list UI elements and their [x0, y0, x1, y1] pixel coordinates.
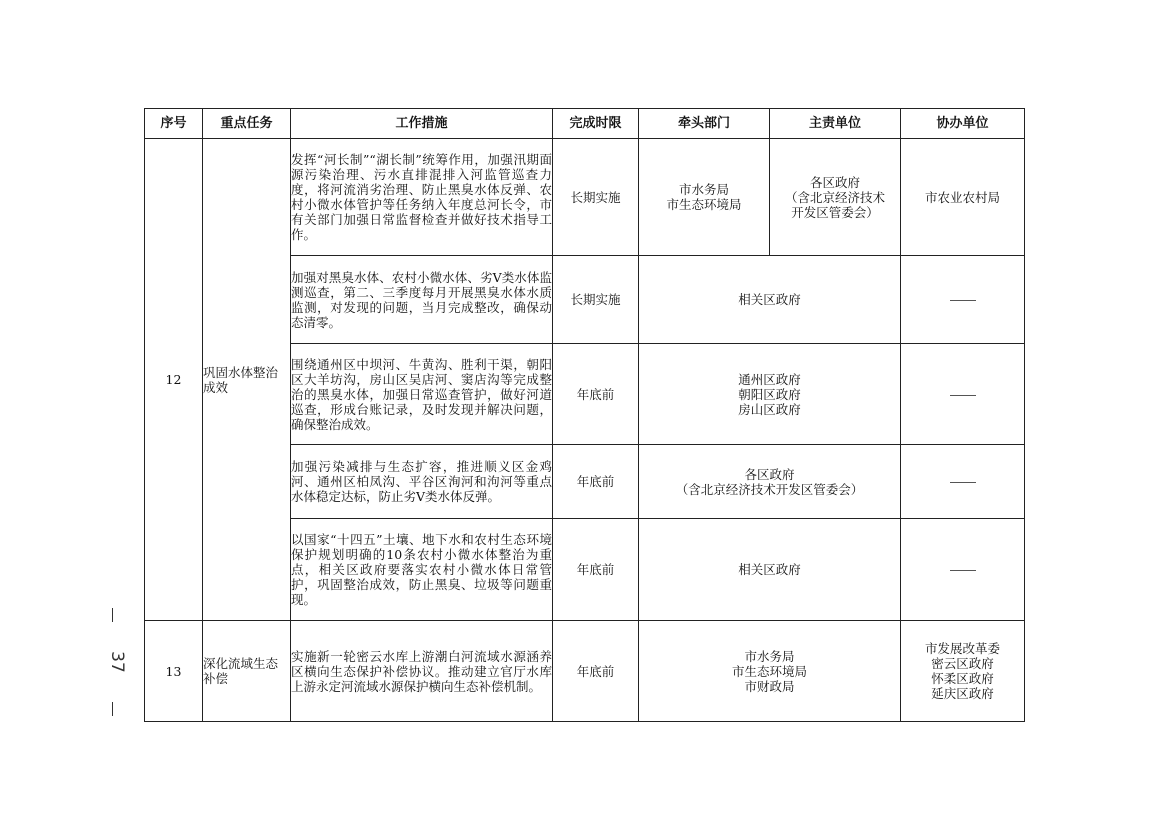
- responsible-cell: 各区政府 （含北京经济技术 开发区管委会）: [770, 139, 901, 256]
- page-number: [104, 600, 132, 724]
- header-seq: 序号: [145, 109, 203, 139]
- lead-responsible-cell: 市水务局 市生态环境局 市财政局: [639, 621, 901, 722]
- dash-mark: [950, 300, 976, 301]
- assist-cell: 市发展改革委 密云区政府 怀柔区政府 延庆区政府: [901, 621, 1025, 722]
- assist-cell: [901, 256, 1025, 344]
- seq-cell: 12: [145, 139, 203, 621]
- lead-cell: 市水务局 市生态环境局: [639, 139, 770, 256]
- measure-cell: 以国家“十四五”土壤、地下水和农村生态环境保护规划明确的10条农村小微水体整治为重点，相关区政府要落实农村小微水体日常管护，巩固整治成效，防止黑臭、垃圾等问题重现。: [291, 519, 553, 621]
- deadline-cell: 长期实施: [553, 139, 639, 256]
- dash-mark: [950, 482, 976, 483]
- header-lead: 牵头部门: [639, 109, 770, 139]
- dash-mark: [950, 395, 976, 396]
- lead-responsible-cell: 通州区政府 朝阳区政府 房山区政府: [639, 344, 901, 445]
- header-deadline: 完成时限: [553, 109, 639, 139]
- task-cell: 深化流域生态补偿: [203, 621, 291, 722]
- page-number-text: 37: [107, 651, 127, 673]
- page-number-rule-bottom: [112, 702, 113, 716]
- measure-cell: 围绕通州区中坝河、牛黄沟、胜利干渠，朝阳区大羊坊沟，房山区吴店河、窦店沟等完成整治的黑臭水体，加强日常巡查管护，做好河道巡查，形成台账记录，及时发现并解决问题，确保整治成效。: [291, 344, 553, 445]
- dash-mark: [950, 570, 976, 571]
- header-assist: 协办单位: [901, 109, 1025, 139]
- assist-cell: [901, 344, 1025, 445]
- header-task: 重点任务: [203, 109, 291, 139]
- lead-responsible-cell: 相关区政府: [639, 519, 901, 621]
- header-responsible: 主责单位: [770, 109, 901, 139]
- table-row: [145, 621, 1025, 722]
- seq-cell: 13: [145, 621, 203, 722]
- deadline-cell: 长期实施: [553, 256, 639, 344]
- page-number-rule-top: [112, 608, 113, 622]
- deadline-cell: 年底前: [553, 344, 639, 445]
- assist-cell: 市农业农村局: [901, 139, 1025, 256]
- lead-responsible-cell: 各区政府 （含北京经济技术开发区管委会）: [639, 445, 901, 519]
- measure-cell: 加强污染减排与生态扩容，推进顺义区金鸡河、通州区柏凤沟、平谷区洵河和泃河等重点水体稳定达标，防止劣Ⅴ类水体反弹。: [291, 445, 553, 519]
- measure-cell: 发挥“河长制”“湖长制”统筹作用，加强汛期面源污染治理、污水直排混排入河监管巡查力度，将河流消劣治理、防止黑臭水体反弹、农村小微水体管护等任务纳入年度总河长令，市有关部门加强日常监督检查并做好技术指导工作。: [291, 139, 553, 256]
- deadline-cell: 年底前: [553, 621, 639, 722]
- deadline-cell: 年底前: [553, 445, 639, 519]
- header-measures: 工作措施: [291, 109, 553, 139]
- deadline-cell: 年底前: [553, 519, 639, 621]
- table-header-row: [145, 109, 1025, 139]
- table-row: [145, 139, 1025, 256]
- task-table: [144, 108, 1025, 722]
- assist-cell: [901, 519, 1025, 621]
- measure-cell: 实施新一轮密云水库上游潮白河流域水源涵养区横向生态保护补偿协议。推动建立官厅水库上游永定河流域水源保护横向生态补偿机制。: [291, 621, 553, 722]
- lead-responsible-cell: 相关区政府: [639, 256, 901, 344]
- assist-cell: [901, 445, 1025, 519]
- measure-cell: 加强对黑臭水体、农村小微水体、劣Ⅴ类水体监测巡查，第二、三季度每月开展黑臭水体水质监测，对发现的问题，当月完成整改，确保动态清零。: [291, 256, 553, 344]
- task-cell: 巩固水体整治成效: [203, 139, 291, 621]
